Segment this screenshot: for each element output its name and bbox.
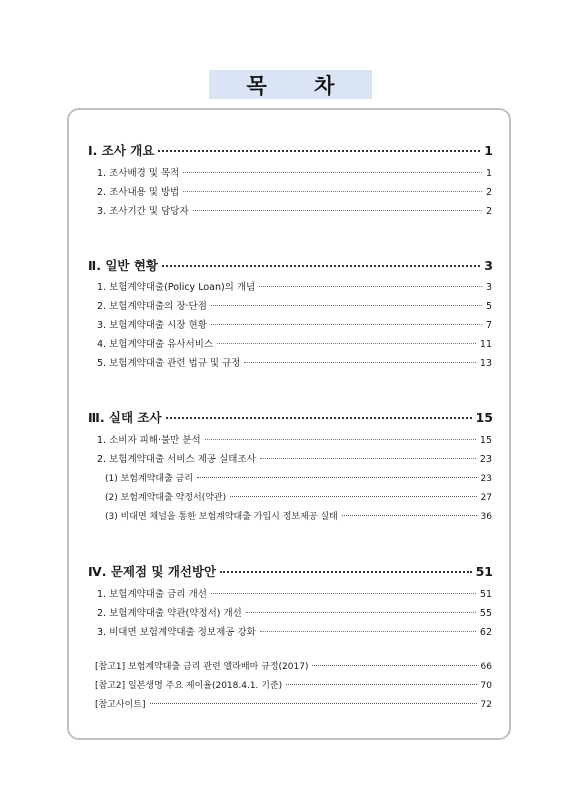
toc-subitem[interactable] [105, 509, 492, 522]
dot-leader [211, 593, 476, 594]
dot-leader [183, 191, 482, 192]
dot-leader [342, 515, 477, 516]
toc-page-number: 62 [479, 627, 492, 638]
toc-item[interactable] [97, 279, 492, 293]
toc-page-number: 27 [480, 493, 492, 503]
dot-leader [205, 439, 476, 440]
toc-item-label: 2. 보험계약대출 서비스 제공 실태조사 [97, 454, 256, 465]
toc-item[interactable] [97, 336, 492, 350]
toc-item[interactable] [97, 355, 492, 369]
toc-page-number: 11 [479, 339, 492, 350]
toc-item[interactable] [97, 184, 492, 198]
toc-page-number: 51 [479, 589, 492, 600]
toc-item-label: 2. 조사내용 및 방법 [97, 187, 180, 198]
toc-page-number: 51 [475, 564, 493, 579]
toc-section-2[interactable] [88, 256, 493, 274]
toc-page-number: 13 [479, 358, 492, 369]
toc-section-1[interactable] [88, 141, 493, 159]
toc-reference[interactable] [95, 659, 492, 672]
toc-item-label: 2. 보험계약대출 약관(약정서) 개선 [97, 608, 242, 619]
toc-reference-label: [참고2] 일본생명 주요 제이율(2018.4.1. 기준) [95, 681, 283, 691]
dot-leader [260, 631, 476, 632]
dot-leader [183, 172, 482, 173]
dot-leader [286, 684, 476, 685]
toc-item-label: 1. 소비자 피해·불만 분석 [97, 435, 201, 446]
dot-leader [211, 305, 482, 306]
toc-item[interactable] [97, 624, 492, 638]
toc-item-label: 3. 조사기간 및 담당자 [97, 206, 189, 217]
toc-item-label: 1. 보험계약대출 금리 개선 [97, 589, 207, 600]
toc-page-number: 2 [485, 206, 492, 217]
toc-item-label: 2. 보험계약대출의 장·단점 [97, 301, 207, 312]
toc-page-number: 5 [485, 301, 492, 312]
toc-title: 목 차 [246, 73, 355, 98]
toc-page-number: 1 [484, 143, 493, 158]
toc-item[interactable] [97, 203, 492, 217]
dot-leader [217, 343, 476, 344]
toc-page-number: 15 [475, 410, 493, 425]
dot-leader [230, 496, 476, 497]
toc-page-number: 55 [479, 608, 492, 619]
toc-item[interactable] [97, 298, 492, 312]
toc-reference[interactable] [95, 678, 492, 691]
dot-leader [166, 417, 472, 419]
toc-item[interactable] [97, 605, 492, 619]
toc-item-label: (2) 보험계약대출 약정서(약관) [105, 493, 227, 503]
toc-page-number: 3 [485, 282, 492, 293]
toc-section-3[interactable] [88, 408, 493, 426]
dot-leader [158, 150, 480, 152]
toc-section-label: Ⅱ. 일반 현황 [88, 258, 158, 273]
toc-reference-label: [참고사이트] [95, 700, 146, 710]
toc-page-number: 66 [480, 662, 492, 672]
toc-page-number: 1 [485, 168, 492, 179]
toc-item-label: 5. 보험계약대출 관련 법규 및 규정 [97, 358, 241, 369]
toc-item-label: (3) 비대면 채널을 통한 보험계약대출 가입시 정보제공 실태 [105, 512, 338, 522]
dot-leader [220, 571, 471, 573]
toc-page-number: 70 [480, 681, 492, 691]
toc-page-number: 2 [485, 187, 492, 198]
toc-item-label: 3. 비대면 보험계약대출 정보제공 강화 [97, 627, 256, 638]
dot-leader [244, 362, 475, 363]
toc-section-label: Ⅳ. 문제점 및 개선방안 [88, 564, 217, 579]
toc-subitem[interactable] [105, 490, 492, 503]
toc-page-number: 7 [485, 320, 492, 331]
toc-item[interactable] [97, 165, 492, 179]
toc-section-label: Ⅲ. 실태 조사 [88, 410, 162, 425]
toc-page-number: 3 [484, 258, 493, 273]
toc-item[interactable] [97, 451, 492, 465]
toc-title-box [209, 70, 372, 99]
dot-leader [259, 286, 482, 287]
toc-page-number: 72 [480, 700, 492, 710]
toc-item-label: 1. 보험계약대출(Policy Loan)의 개념 [97, 282, 256, 293]
dot-leader [162, 265, 480, 267]
toc-page-number: 36 [480, 512, 492, 522]
toc-item-label: 3. 보험계약대출 시장 현황 [97, 320, 207, 331]
toc-subitem[interactable] [105, 471, 492, 484]
toc-section-4[interactable] [88, 562, 493, 580]
toc-page-number: 23 [480, 474, 492, 484]
dot-leader [312, 665, 476, 666]
dot-leader [193, 210, 482, 211]
toc-item-label: (1) 보험계약대출 금리 [105, 474, 194, 484]
toc-item[interactable] [97, 586, 492, 600]
toc-item[interactable] [97, 432, 492, 446]
toc-item-label: 4. 보험계약대출 유사서비스 [97, 339, 214, 350]
dot-leader [211, 324, 482, 325]
toc-reference-label: [참고1] 보험계약대출 금리 관련 앨라배마 규정(2017) [95, 662, 309, 672]
dot-leader [260, 458, 476, 459]
toc-reference[interactable] [95, 697, 492, 710]
dot-leader [246, 612, 476, 613]
toc-item-label: 1. 조사배경 및 목적 [97, 168, 180, 179]
toc-page-number: 15 [479, 435, 492, 446]
toc-section-label: Ⅰ. 조사 개요 [88, 143, 155, 158]
dot-leader [197, 477, 477, 478]
toc-page-number: 23 [479, 454, 492, 465]
dot-leader [150, 703, 477, 704]
toc-item[interactable] [97, 317, 492, 331]
